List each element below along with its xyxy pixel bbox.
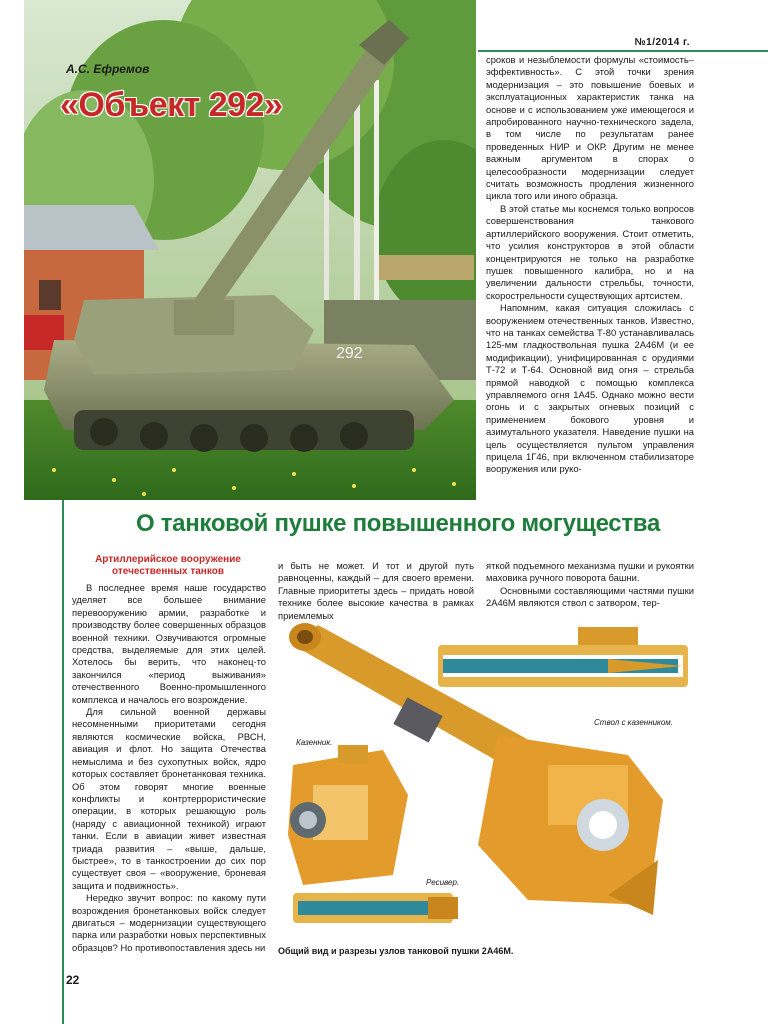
issue-number: №1/2014 г. <box>634 37 690 48</box>
author-name: А.С. Ефремов <box>66 62 150 76</box>
right-column-top <box>486 54 694 476</box>
receiver <box>293 893 458 923</box>
gun-diagram-illustration <box>278 615 714 945</box>
label-breech: Казенник. <box>296 738 333 747</box>
gun-diagram <box>278 615 714 945</box>
paragraph: яткой подъемного механизма пушки и рукоятки маховика ручного поворота башни. <box>486 560 694 584</box>
paragraph: В этой статье мы коснемся только вопросов совершенствования танкового артиллерийского вооружения. Стоит отметить, что усилия конструкторов в этой области концентрируются не только на разработке пушек повышенного калибра, но и на увеличении дальности стрельбы, точности, скорострельности существующих артсистем. <box>486 202 694 301</box>
column-2 <box>278 560 474 622</box>
column-1 <box>72 582 266 954</box>
paragraph: Нередко звучит вопрос: по какому пути возрождения бронетанковых войск следует двигаться – модернизации существующего парка или разработки новых перспективных образцов? Но противопоставления здесь ни <box>72 892 266 953</box>
section-heading-line: отечественных танков <box>112 566 224 577</box>
tank-number: 292 <box>336 345 363 362</box>
header-rule <box>478 50 768 52</box>
label-barrel: Ствол с казенником. <box>594 718 673 727</box>
section-heading <box>72 554 264 578</box>
label-receiver: Ресивер. <box>426 878 460 887</box>
paragraph: Напомним, какая ситуация сложилась с вооружением отечественных танков. Известно, что на танках семейства Т-80 устанавливалась 125-мм гладкоствольная пушка 2А46М (и ее модификации), унифицированная с орудиями Т-72 и Т-64. Основной вид огня – стрельба прямой наводкой с помощью комплекса управляемого огня 1А45. Однако можно вести огонь и с закрытых огневых позиций с применением бокового уровня и азимутального указателя. Наведение пушки на цель осуществляется пультом управления прицела 1Г46, при включенном стабилизаторе вооружения или руко- <box>486 302 694 475</box>
page-number: 22 <box>66 973 80 987</box>
section-heading-line: Артиллерийское вооружение <box>95 554 241 565</box>
article-subtitle: О танковой пушке повышенного могущества <box>135 510 660 537</box>
paragraph: и быть не может. И тот и другой путь равноценны, каждый – для своего времени. Главные приоритеты здесь – придать новой технике более высокие качества в рамках приемлемых <box>278 560 474 621</box>
breech-block <box>288 745 408 885</box>
paragraph: Основными составляющими частями пушки 2А46М являются ствол с затвором, тер- <box>486 584 694 609</box>
column-3 <box>486 560 694 610</box>
paragraph: В последнее время наше государство уделяет все большее внимание перевооружению армии, разработке и производству более совершенных образцов военной техники. Озвучиваются огромные средства, выделяемые для этих целей. Хотелось бы верить, что наконец-то закончился «период выживания» отечественного Военно-промышленного комплекса и началось его возрождение. <box>72 582 266 705</box>
figure-caption: Общий вид и разрезы узлов танковой пушки 2А46М. <box>278 946 514 956</box>
article-title: «Объект 292» <box>60 86 283 124</box>
paragraph: Для сильной военной державы несомненными приоритетами сегодня являются космические войска, РВСН, авиация и флот. Но защита Отечества немыслима и без сухопутных войск, ядро которых составляет бронетанковая техника. Об этом говорят многие военные конфликты и контртеррористические операции, в которых решающую роль (наряду с авиационной техникой) играют танки. Если в авиации живет известная триада развития – «выше, дальше, быстрее», то в танкостроении до сих пор существует своя – «вооружение, броневая защита и подвижность». <box>72 706 266 891</box>
paragraph: сроков и незыблемости формулы «стоимость–эффективность». С этой точки зрения модернизация – это повышение боевых и эксплуатационных характеристик танка на основе и с использованием уже имеющегося и апробированного научно-технического задела, в том числе по результатам ранее проведенных НИР и ОКР. Другим не менее важным аргументом в спорах о целесообразности модернизации следует считать возможность продления жизненного цикла того или иного образца. <box>486 54 694 202</box>
barrel-cutaway <box>438 627 688 687</box>
